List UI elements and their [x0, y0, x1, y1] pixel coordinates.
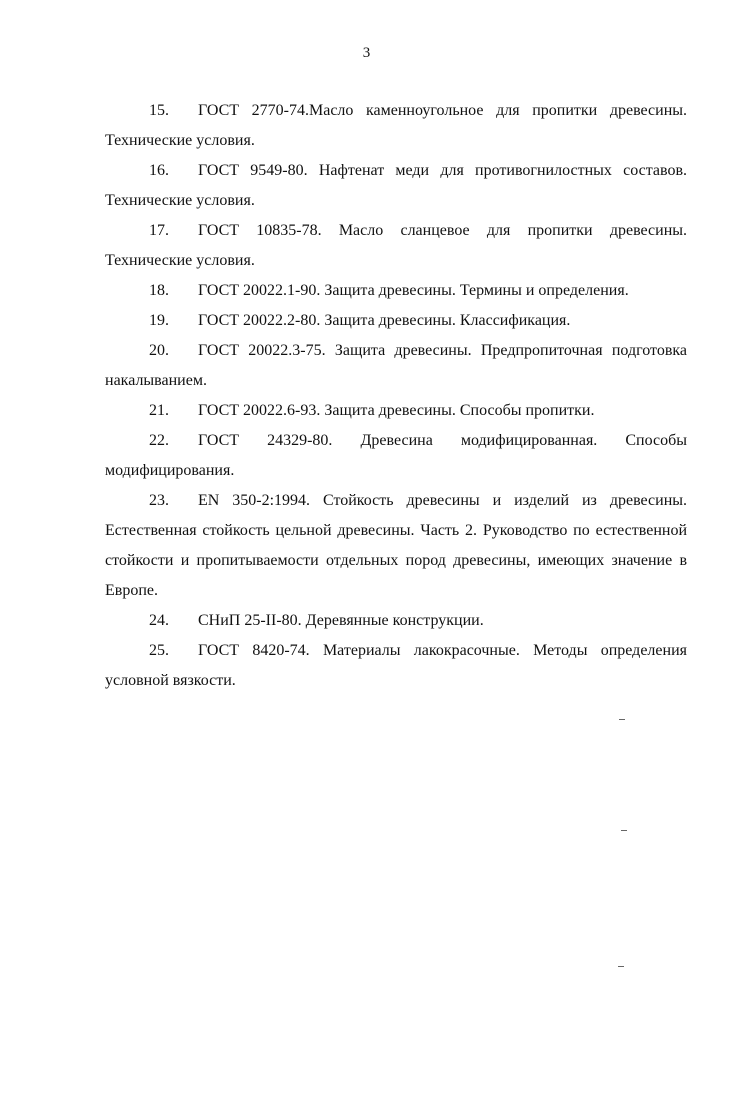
reference-number: 25.: [149, 642, 169, 659]
reference-number: 21.: [149, 402, 169, 419]
reference-text: ГОСТ 20022.1-90. Защита древесины. Термины и определения.: [198, 282, 629, 299]
reference-text: ГОСТ 8420-74. Материалы лакокрасочные. Методы определения условной вязкости.: [105, 642, 687, 689]
reference-item: [105, 396, 687, 426]
reference-text: ГОСТ 20022.3-75. Защита древесины. Предпропиточная подготовка накалыванием.: [105, 342, 687, 389]
reference-item: [105, 156, 687, 216]
reference-text: ГОСТ 24329-80. Древесина модифицированная. Способы модифицирования.: [105, 432, 687, 479]
reference-text: ГОСТ 20022.6-93. Защита древесины. Способы пропитки.: [198, 402, 595, 419]
reference-list: [105, 96, 687, 696]
reference-text: ГОСТ 9549-80. Нафтенат меди для противогнилостных составов. Технические условия.: [105, 162, 687, 209]
reference-text: СНиП 25-II-80. Деревянные конструкции.: [198, 612, 484, 629]
reference-item: [105, 426, 687, 486]
reference-text: EN 350-2:1994. Стойкость древесины и изделий из древесины. Естественная стойкость цельной древесины. Часть 2. Руководство по естественной стойкости и пропитываемости отдельных пород древесины, имеющих значение в Европе.: [105, 492, 687, 599]
reference-item: [105, 336, 687, 396]
reference-number: 22.: [149, 432, 169, 449]
reference-item: [105, 216, 687, 276]
reference-text: ГОСТ 10835-78. Масло сланцевое для пропитки древесины. Технические условия.: [105, 222, 687, 269]
reference-item: [105, 96, 687, 156]
reference-number: 15.: [149, 102, 169, 119]
reference-item: [105, 486, 687, 606]
scan-mark: [618, 966, 624, 967]
reference-text: ГОСТ 20022.2-80. Защита древесины. Классификация.: [198, 312, 571, 329]
page-number: 3: [362, 45, 371, 61]
reference-number: 18.: [149, 282, 169, 299]
scan-mark: [621, 830, 627, 831]
reference-item: [105, 606, 687, 636]
reference-number: 16.: [149, 162, 169, 179]
reference-number: 20.: [149, 342, 169, 359]
reference-number: 19.: [149, 312, 169, 329]
reference-number: 24.: [149, 612, 169, 629]
reference-item: [105, 306, 687, 336]
reference-item: [105, 276, 687, 306]
reference-text: ГОСТ 2770-74.Масло каменноугольное для пропитки древесины. Технические условия.: [105, 102, 687, 149]
reference-number: 17.: [149, 222, 169, 239]
reference-number: 23.: [149, 492, 169, 509]
reference-item: [105, 636, 687, 696]
scan-mark: [619, 719, 625, 720]
